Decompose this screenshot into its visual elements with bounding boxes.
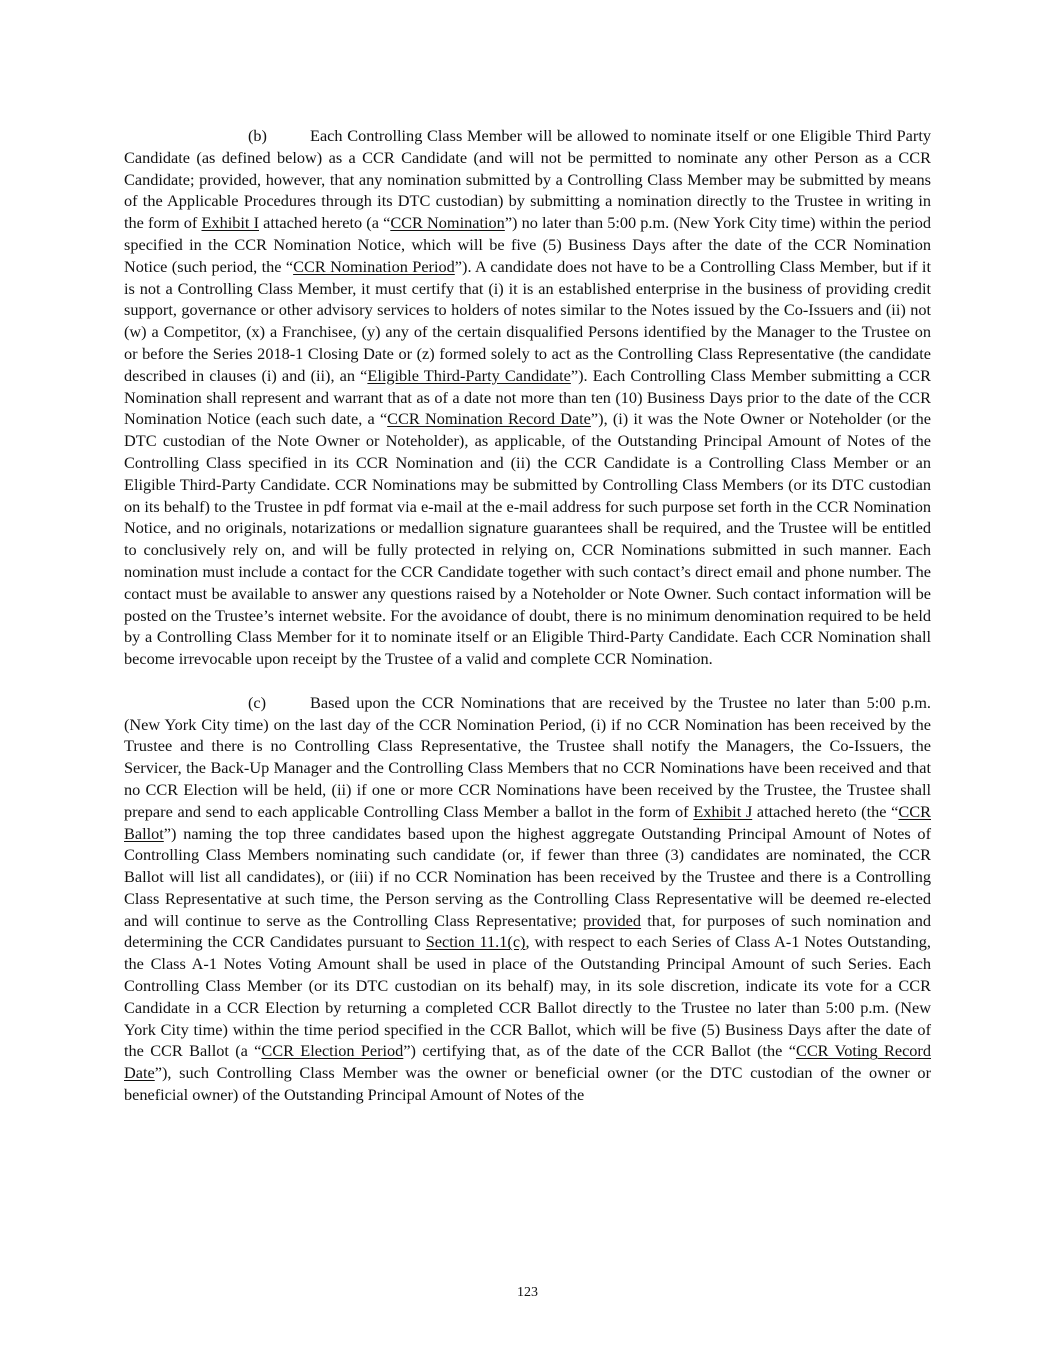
- exhibit-i-reference: Exhibit I: [201, 213, 259, 233]
- ccr-voting-record-date-term: CCR Voting Record Date: [124, 1041, 931, 1083]
- page-number: 123: [517, 1285, 538, 1300]
- paragraph-b-label: (b): [248, 126, 267, 145]
- paragraph-b-text-4: ”). A candidate does not have to be a Controlling Class Member, but if it is not a Controlling Class Member, it must certify that (i) it is an established enterprise in the business of providing credit support, governance or other advisory services to holders of notes similar to the Notes issued by the Co-Issuers and (ii) not (w) a Competitor, (x) a Franchisee, (y) any of the certain disqualified Persons identified by the Manager to the Trustee on or before the Series 2018-1 Closing Date or (z) formed solely to act as the Controlling Class Representative (the candidate described in clauses (i) and (ii), an “: [124, 256, 931, 385]
- paragraph-b-text-1: Each Controlling Class Member will be allowed to nominate itself or one Eligible Third Party Candidate (as defined below) as a CCR Candidate (and will not be permitted to nominate any other Person as a CCR Candidate; provided, however, that any nomination submitted by a Controlling Class Member may be submitted by means of the Applicable Procedures through its DTC custodian) by submitting a nomination directly to the Trustee in writing in the form of: [124, 126, 931, 233]
- paragraph-c-text-2: attached hereto (the “: [752, 801, 899, 821]
- ccr-nomination-period-term: CCR Nomination Period: [293, 256, 455, 276]
- paragraph-c-text-7: ”), such Controlling Class Member was the owner or beneficial owner (or the DTC custodian of the owner or beneficial owner) of the Outstanding Principal Amount of Notes of the: [124, 1063, 931, 1105]
- paragraph-c: [124, 692, 931, 1106]
- paragraph-c-label: (c): [248, 692, 267, 712]
- paragraph-c-text-1: Based upon the CCR Nominations that are received by the Trustee no later than 5:00 p.m. (New York City time) on the last day of the CCR Nomination Period, (i) if no CCR Nomination has been received by the Trustee and there is no Controlling Class Representative, the Trustee shall notify the Managers, the Co-Issuers, the Servicer, the Back-Up Manager and the Controlling Class Members that no CCR Nominations have been received and that no CCR Election will be held, (ii) if one or more CCR Nominations have been received by the Trustee, the Trustee shall prepare and send to each applicable Controlling Class Member a ballot in the form of: [124, 692, 931, 821]
- section-reference: Section 11.1(c): [425, 932, 526, 952]
- document-body: [124, 125, 931, 1128]
- paragraph-b-text-5: ”). Each Controlling Class Member submitting a CCR Nomination shall represent and warrant that as of a date not more than ten (10) Business Days prior to the date of the CCR Nomination Notice (each such date, a “: [124, 365, 931, 429]
- paragraph-b-text-3: ”) no later than 5:00 p.m. (New York City time) within the period specified in the CCR Nomination Notice, which will be five (5) Business Days after the date of the CCR Nomination Notice (such period, the “: [124, 213, 932, 276]
- provided-term: provided: [583, 910, 642, 930]
- ccr-election-period-term: CCR Election Period: [261, 1041, 404, 1061]
- eligible-third-party-candidate-term: Eligible Third-Party Candidate: [367, 365, 571, 385]
- paragraph-c-text-3: ”) naming the top three candidates based upon the highest aggregate Outstanding Principal Amount of Notes of Controlling Class Members nominating such candidate (or, if fewer than three (3) candidates are nominated, the CCR Ballot will list all candidates), or (iii) if no CCR Nomination has been received by the Trustee and there is a Controlling Class Representative at such time, the Person serving as the Controlling Class Representative will be deemed re-elected and will continue to serve as the Controlling Class Representative;: [124, 823, 931, 930]
- paragraph-c-text-6: ”) certifying that, as of the date of the CCR Ballot (the “: [403, 1041, 796, 1061]
- paragraph-b-text-2: attached hereto (a “: [259, 213, 391, 233]
- ccr-nomination-term: CCR Nomination: [390, 213, 505, 233]
- ccr-ballot-term: CCR Ballot: [124, 801, 931, 843]
- paragraph-b: [124, 125, 931, 670]
- paragraph-c-text-4: that, for purposes of such nomination and determining the CCR Candidates pursuant to: [124, 910, 931, 952]
- ccr-nomination-record-date-term: CCR Nomination Record Date: [387, 409, 591, 429]
- exhibit-j-reference: Exhibit J: [693, 801, 753, 821]
- paragraph-b-text-6: ”), (i) it was the Note Owner or Noteholder (or the DTC custodian of the Note Owner or Noteholder), as applicable, of the Outstanding Principal Amount of Notes of the Controlling Class specified in its CCR Nomination and (ii) the CCR Candidate is a Controlling Class Member or an Eligible Third-Party Candidate. CCR Nominations may be submitted by Controlling Class Members (or its DTC custodian on its behalf) to the Trustee in pdf format via e-mail at the e-mail address for such purpose set forth in the CCR Nomination Notice, and no originals, notarizations or medallion signature guarantees shall be required, and the Trustee will be entitled to conclusively rely on, and will be fully protected in relying on, CCR Nominations submitted in such manner. Each nomination must include a contact for the CCR Candidate together with such contact’s direct email and phone number. The contact must be available to answer any questions raised by a Noteholder or Note Owner. Such contact information will be posted on the Trustee’s internet website. For the avoidance of doubt, there is no minimum denomination required to be held by a Controlling Class Member for it to nominate itself or an Eligible Third-Party Candidate. Each CCR Nomination shall become irrevocable upon receipt by the Trustee of a valid and complete CCR Nomination.: [124, 409, 931, 669]
- paragraph-c-text-5: , with respect to each Series of Class A-1 Notes Outstanding, the Class A-1 Notes Voting Amount shall be used in place of the Outstanding Principal Amount of such Series. Each Controlling Class Member (or its DTC custodian on its behalf) may, in its sole discretion, indicate its vote for a CCR Candidate in a CCR Election by returning a completed CCR Ballot directly to the Trustee no later than 5:00 p.m. (New York City time) within the time period specified in the CCR Ballot, which will be five (5) Business Days after the date of the CCR Ballot (a “: [124, 932, 931, 1061]
